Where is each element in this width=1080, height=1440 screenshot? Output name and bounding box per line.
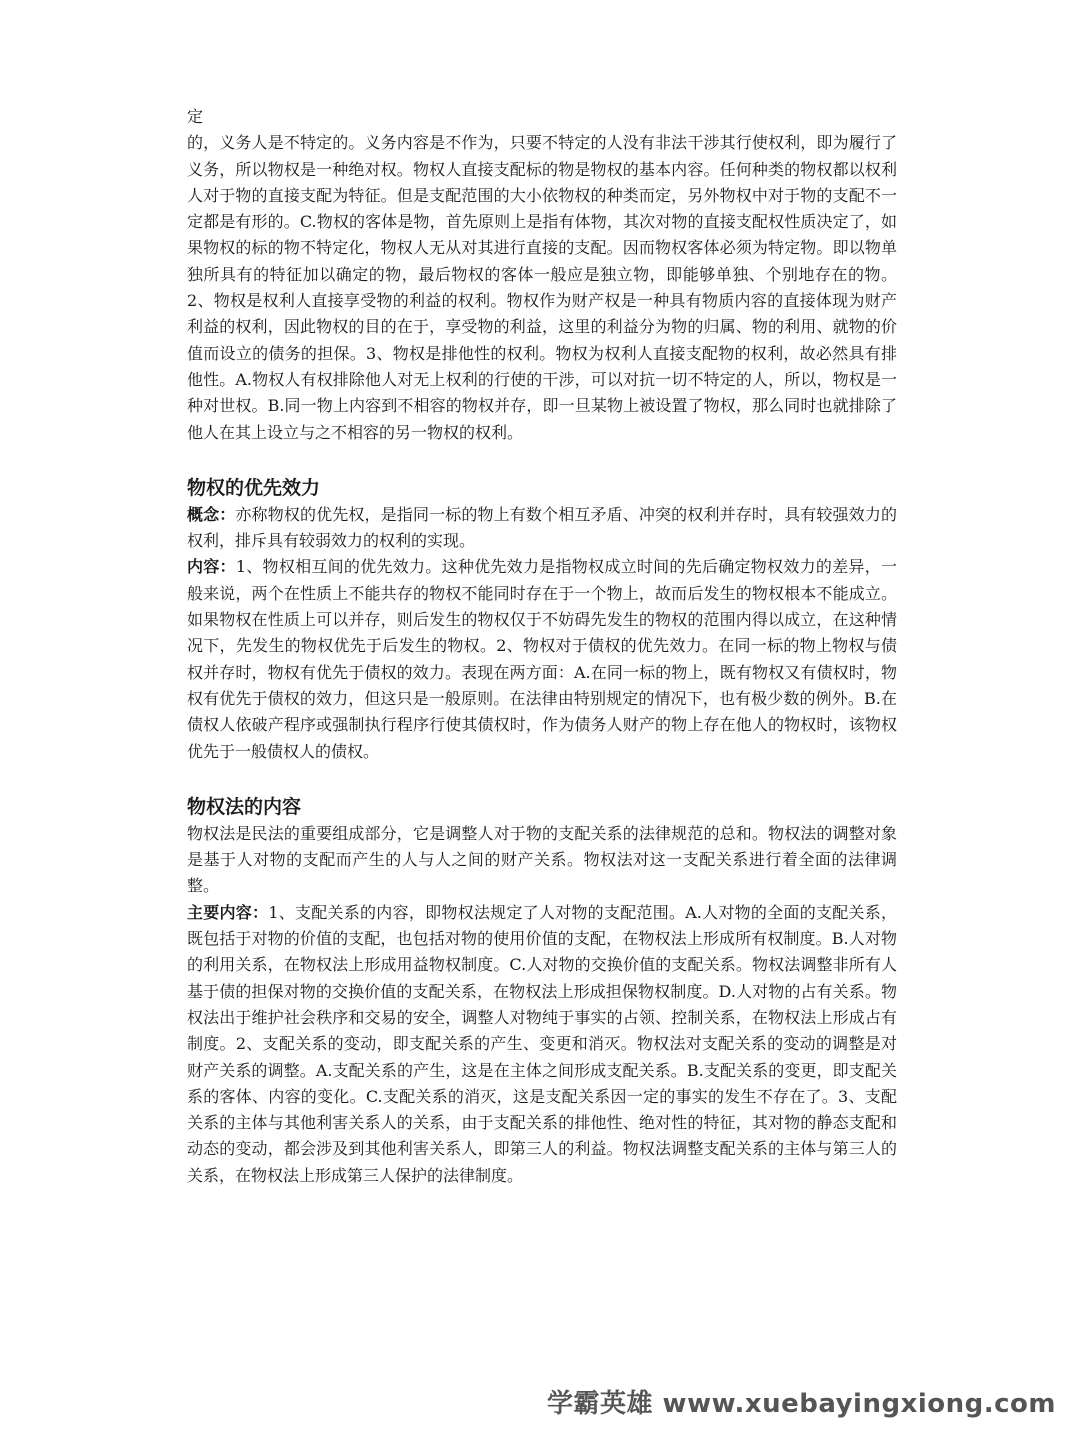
section-gap <box>187 446 897 474</box>
concept-paragraph <box>187 502 897 555</box>
main-content-paragraph <box>187 900 897 1189</box>
section-heading-property-law: 物权法的内容 <box>187 795 302 818</box>
main-content-text: 1、支配关系的内容，即物权法规定了人对物的支配范围。A.人对物的全面的支配关系，既包括于对物的价值的支配，也包括对物的使用价值的支配，在物权法上形成所有权制度。B.人对物的利用关系，在物权法上形成用益物权制度。C.人对物的交换价值的支配关系。物权法调整非所有人基于债的担保对物的交换价值的支配关系，在物权法上形成担保物权制度。D.人对物的占有关系。物权法出于维护社会秩序和交易的安全，调整人对物纯于事实的占领、控制关系，在物权法上形成占有制度。2、支配关系的变动，即支配关系的产生、变更和消灭。物权法对支配关系的变动的调整是对财产关系的调整。A.支配关系的产生，这是在主体之间形成支配关系。B.支配关系的变更，即支配关系的客体、内容的变化。C.支配关系的消灭，这是支配关系因一定的事实的发生不存在了。3、支配关系的主体与其他利害关系人的关系，由于支配关系的排他性、绝对性的特征，其对物的静态支配和动态的变动，都会涉及到其他利害关系人，即第三人的利益。物权法调整支配关系的主体与第三人的关系，在物权法上形成第三人保护的法律制度。 <box>187 902 897 1185</box>
section-heading-priority: 物权的优先效力 <box>187 476 321 499</box>
content-text: 1、物权相互间的优先效力。这种优先效力是指物权成立时间的先后确定物权效力的差异，一般来说，两个在性质上不能共存的物权不能同时存在于一个物上，故而后发生的物权根本不能成立。如果物权在性质上可以并存，则后发生的物权仅于不妨碍先发生的物权的范围内得以成立，在这种情况下，先发生的物权优先于后发生的物权。2、物权对于债权的优先效力。在同一标的物上物权与债权并存时，物权有优先于债权的效力。表现在两方面：A.在同一标的物上，既有物权又有债权时，物权有优先于债权的效力，但这只是一般原则。在法律由特别规定的情况下，也有极少数的例外。B.在债权人依破产程序或强制执行程序行使其债权时，作为债务人财产的物上存在他人的物权时，该物权优先于一般债权人的债权。 <box>187 557 897 761</box>
property-law-intro: 物权法是民法的重要组成部分，它是调整人对于物的支配关系的法律规范的总和。物权法的调整对象是基于人对物的支配而产生的人与人之间的财产关系。物权法对这一支配关系进行着全面的法律调整。 <box>187 823 897 896</box>
content-label: 内容： <box>187 557 236 577</box>
concept-label: 概念： <box>187 504 236 524</box>
site-watermark: 学霸英雄 www.xuebayingxiong.com <box>547 1389 1056 1419</box>
intro-paragraph: 的，义务人是不特定的。义务内容是不作为，只要不特定的人没有非法干涉其行使权利，即为履行了义务，所以物权是一种绝对权。物权人直接支配标的物是物权的基本内容。任何种类的物权都以权利人对于物的直接支配为特征。但是支配范围的大小依物权的种类而定，另外物权中对于物的支配不一定都是有形的。C.物权的客体是物，首先原则上是指有体物，其次对物的直接支配权性质决定了，如果物权的标的物不特定化，物权人无从对其进行直接的支配。因而物权客体必须为特定物。即以物单独所具有的特征加以确定的物，最后物权的客体一般应是独立物，即能够单独、个别地存在的物。2、物权是权利人直接享受物的利益的权利。物权作为财产权是一种具有物质内容的直接体现为财产利益的权利，因此物权的目的在于，享受物的利益，这里的利益分为物的归属、物的利用、就物的价值而设立的债务的担保。3、物权是排他性的权利。物权为权利人直接支配物的权利，故必然具有排他性。A.物权人有权排除他人对无上权利的行使的干涉，可以对抗一切不特定的人，所以，物权是一种对世权。B.同一物上内容到不相容的物权并存，即一旦某物上被设置了物权，那么同时也就排除了他人在其上设立与之不相容的另一物权的权利。 <box>187 133 897 442</box>
document-body <box>187 104 897 1189</box>
concept-text: 亦称物权的优先权，是指同一标的物上有数个相互矛盾、冲突的权利并存时，具有较强效力的权利，排斥具有较弱效力的权利的实现。 <box>187 504 897 551</box>
main-content-label: 主要内容： <box>187 902 269 922</box>
intro-fragment: 定 <box>187 107 204 126</box>
content-paragraph <box>187 554 897 764</box>
section-gap <box>187 765 897 793</box>
